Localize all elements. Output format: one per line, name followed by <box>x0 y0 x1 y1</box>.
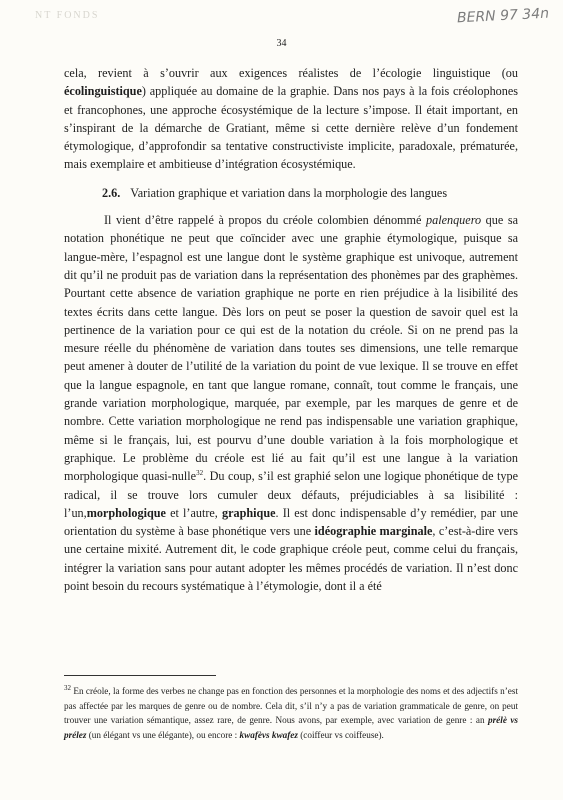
footnote-32 <box>64 684 518 742</box>
paragraph-2-text-a: Il vient d’être rappelé à propos du créole colombien dénommé <box>104 213 427 228</box>
footnote-text-c: (coiffeur vs coiffeuse). <box>297 729 384 740</box>
example-prele: prélè vs prélez <box>64 715 518 740</box>
term-ideographie-marginale: idéographie marginale <box>314 524 433 539</box>
term-palenquero: palenquero <box>426 213 482 228</box>
footnote-reference[interactable]: 32 <box>196 469 204 478</box>
term-morphologique: morphologique <box>86 505 166 520</box>
paragraph-1-text-b: ) appliquée au domaine de la graphie. Dans nos pays à la fois créolophones et francophones, une approche écosystémique de la lecture s’impose. Il était important, en s’inspirant de la démarche de Gratiant, même si cette dernière relève d’un fondement étymologique, d’approfondir sa tentative constructiviste implicite, paradoxale, prématurée, mais exemplaire et ambitieuse d’intégration écosystémique. <box>64 84 518 172</box>
paragraph-2 <box>64 211 518 595</box>
example-kwafe: kwafèvs kwafez <box>239 729 298 740</box>
paragraph-2-text-c: . Du coup, s’il est graphié selon une logique phonétique de type radical, il se trouve lors cumuler deux défauts, préjudiciables à sa lisibilité : l’un, <box>64 469 519 520</box>
footnote-text-b: (un élégant vs une élégante), ou encore : <box>86 729 240 740</box>
section-number: 2.6. <box>102 185 121 200</box>
paragraph-1-text-a: cela, revient à s’ouvrir aux exigences réalistes de l’écologie linguistique (ou <box>64 66 518 80</box>
handwritten-annotation: BERN 97 34n <box>456 5 550 27</box>
faint-header-stamp: NT FONDS <box>35 10 100 21</box>
section-heading <box>102 184 518 202</box>
page-number: 34 <box>276 38 287 49</box>
main-text <box>64 64 518 595</box>
section-title: Variation graphique et variation dans la morphologie des langues <box>130 185 448 200</box>
paragraph-2-text-d: et l’autre, <box>165 505 222 520</box>
footnotes <box>64 684 518 742</box>
paragraph-2-text-b: que sa notation phonétique ne peut que coïncider avec une graphie étymologique, puisque sa langue-mère, l’espagnol est une langue dont le système graphique est univoque, autrement dit qu’il ne produit pas de variation dans la représentation des phonèmes par des graphèmes. Pourtant cette absence de variation graphique ne porte en rien préjudice à la lisibilité des textes écrits dans cette langue. Dès lors on peut se poser la question de savoir quel est la pertinence de la variation pour ce qui est de la notation du créole. Si on ne prend pas la mesure réelle du phénomène de variation dans toutes ses dimensions, une telle remarque peut amener à douter de l’utilité de la variation du point de vue lexique. Il se trouve en effet que la langue espagnole, en tant que langue romane, connaît, tout comme le français, une grande variation morphologique, marquée, par exemple, par les marques de genre et de nombre. Cette variation morphologique ne rend pas indispensable une variation graphique, même si le français, lui, est pourvu d’une double variation à la fois morphologique et graphique. Le problème du créole est lié au fait qu’il est une langue à la variation morphologique quasi-nulle <box>64 213 519 484</box>
term-graphique: graphique <box>222 505 276 520</box>
footnote-divider <box>64 675 216 676</box>
paragraph-1 <box>64 64 518 174</box>
paragraph-2-text-f: , c’est-à-dire vers une certaine mixité. Autrement dit, le code graphique créole peut, comme celui du français, intégrer la variation sans pour autant adopter les mêmes procédés de variation. Il n’est donc point besoin du recours systématique à l’étymologie, dont il a été <box>64 524 518 594</box>
footnote-text-a: En créole, la forme des verbes ne change pas en fonction des personnes et la morphologie des noms et des adjectifs n’est pas affectée par les marques de genre ou de nombre. Cela dit, s’il n’y a pas de variation grammaticale de genre, on peut trouver une variation sémantique, assez rare, de genre. Nous avons, par exemple, avec variation de genre : an <box>64 686 518 725</box>
footnote-number: 32 <box>64 683 71 692</box>
term-ecolinguistique: écolinguistique <box>64 84 142 99</box>
paragraph-2-text-e: . Il est donc indispensable d’y remédier, par une orientation du système à base phonétique vers une <box>64 505 518 539</box>
